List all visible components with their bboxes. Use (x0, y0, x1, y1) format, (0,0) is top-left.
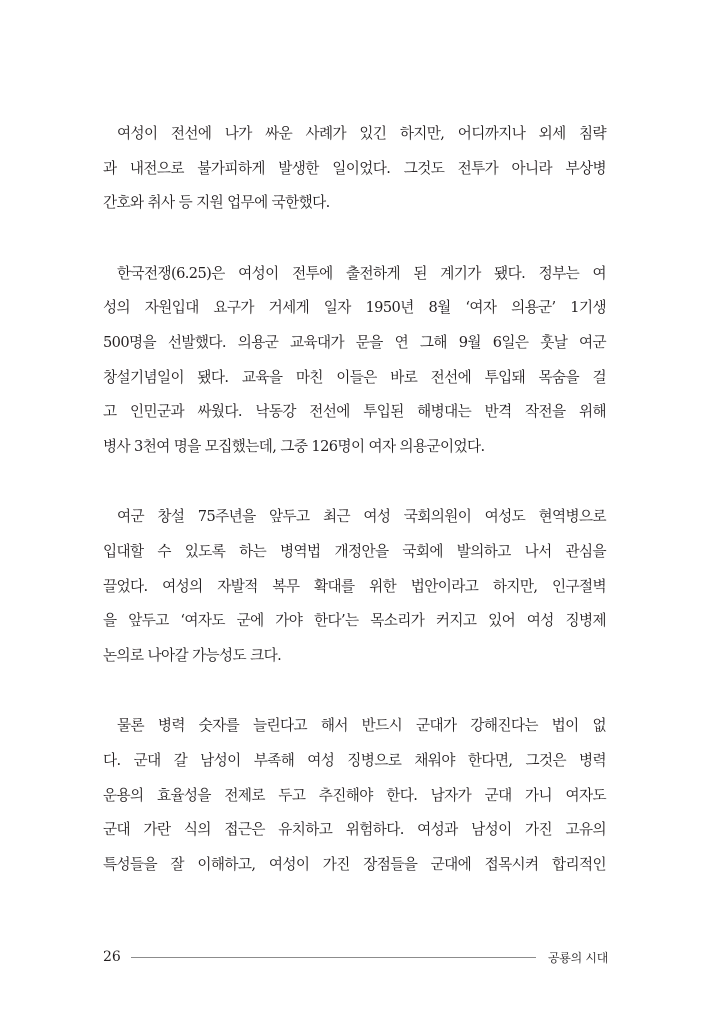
text-line: 논의로 나아갈 가능성도 크다. (103, 646, 282, 664)
text-line: 과 내전으로 불가피하게 발생한 일이었다. 그것도 전투가 아니라 부상병 (103, 159, 606, 177)
page-footer (103, 946, 608, 968)
body-text (103, 117, 606, 918)
paragraph-2 (103, 257, 606, 465)
paragraph-4 (103, 709, 606, 882)
text-line: 다. 군대 갈 남성이 부족해 여성 징병으로 채워야 한다면, 그것은 병력 (103, 751, 606, 769)
text-line: 입대할 수 있도록 하는 병역법 개정안을 국회에 발의하고 나서 관심을 (103, 542, 606, 560)
text-line: 끌었다. 여성의 자발적 복무 확대를 위한 법안이라고 하지만, 인구절벽 (103, 577, 606, 595)
text-line: 고 인민군과 싸웠다. 낙동강 전선에 투입된 해병대는 반격 작전을 위해 (103, 403, 606, 421)
text-line: 운용의 효율성을 전제로 두고 추진해야 한다. 남자가 군대 가니 여자도 (103, 786, 606, 804)
footer-divider (131, 957, 536, 958)
text-line: 병사 3천여 명을 모집했는데, 그중 126명이 여자 의용군이었다. (103, 437, 485, 455)
text-line: 군대 가란 식의 접근은 유치하고 위험하다. 여성과 남성이 가진 고유의 (103, 821, 606, 839)
text-line: 특성들을 잘 이해하고, 여성이 가진 장점들을 군대에 접목시켜 합리적인 (103, 855, 606, 873)
text-line: 여군 창설 75주년을 앞두고 최근 여성 국회의원이 여성도 현역병으로 (117, 508, 606, 526)
text-line: 물론 병력 숫자를 늘린다고 해서 반드시 군대가 강해진다는 법이 없 (117, 717, 606, 735)
text-line: 한국전쟁(6.25)은 여성이 전투에 출전하게 된 계기가 됐다. 정부는 여 (117, 264, 606, 282)
text-line: 을 앞두고 ‘여자도 군에 가야 한다’는 목소리가 커지고 있어 여성 징병제 (103, 612, 606, 630)
paragraph-3 (103, 500, 606, 673)
text-line: 500명을 선발했다. 의용군 교육대가 문을 연 그해 9월 6일은 훗날 여군 (103, 333, 606, 351)
text-line: 간호와 취사 등 지원 업무에 국한했다. (103, 194, 330, 212)
running-title: 공룡의 시대 (548, 950, 608, 965)
paragraph-1 (103, 117, 606, 221)
text-line: 여성이 전선에 나가 싸운 사례가 있긴 하지만, 어디까지나 외세 침략 (117, 125, 606, 142)
page-number: 26 (103, 949, 121, 965)
text-line: 창설기념일이 됐다. 교육을 마친 이들은 바로 전선에 투입돼 목숨을 걸 (103, 368, 606, 386)
text-line: 성의 자원입대 요구가 거세게 일자 1950년 8월 ‘여자 의용군’ 1기생 (103, 299, 606, 317)
